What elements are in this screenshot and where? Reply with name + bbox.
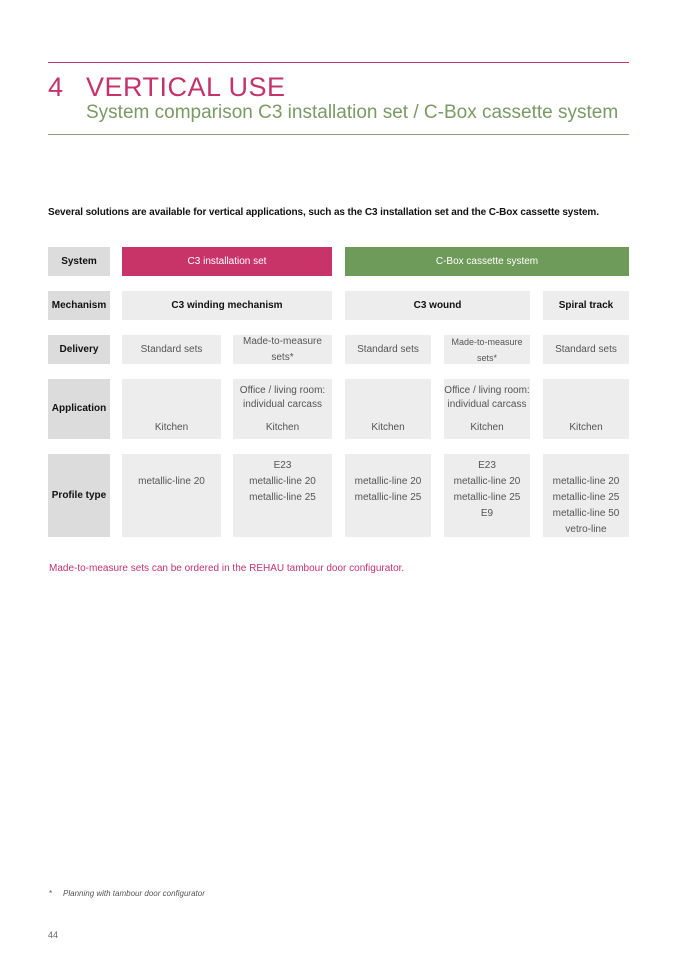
mechanism-spiral-track: Spiral track [543,291,629,320]
row-label-application: Application [48,379,110,439]
row-label-mechanism: Mechanism [48,291,110,320]
header-bottom-rule [48,134,629,135]
mechanism-c3-winding: C3 winding mechanism [122,291,332,320]
application-cell [444,379,530,439]
system-c3-header: C3 installation set [122,247,332,276]
delivery-cell: Made-to-measure sets* [444,335,530,364]
delivery-cell: Made-to-measure sets* [233,335,332,364]
chapter-number: 4 [48,72,64,102]
chapter-title: VERTICAL USE [86,72,286,102]
application-kitchen: Kitchen [569,422,603,433]
row-label-delivery: Delivery [48,335,110,364]
row-label-profile-type: Profile type [48,454,110,537]
application-detail: Office / living room: individual carcass [444,385,530,410]
delivery-cell: Standard sets [543,335,629,364]
footnote-marker: * [49,889,53,898]
profile-cell: E23 metallic-line 20 metallic-line 25 [233,454,332,537]
page-subtitle: System comparison C3 installation set / C-Box cassette system [86,102,619,123]
profile-cell: metallic-line 20 metallic-line 25 [345,454,431,537]
application-kitchen: Kitchen [470,422,504,433]
application-kitchen: Kitchen [154,422,189,433]
application-kitchen: Kitchen [371,422,405,433]
application-detail: Office / living room: individual carcass [239,385,326,410]
application-kitchen: Kitchen [265,422,300,433]
mechanism-c3-wound: C3 wound [345,291,530,320]
application-cell [122,379,221,439]
intro-paragraph: Several solutions are available for vertical applications, such as the C3 installation set and the C-Box cassette system. [48,207,599,218]
application-cell [543,379,629,439]
profile-cell: E23 metallic-line 20 metallic-line 25 E9 [444,454,530,537]
header-top-rule [48,62,629,63]
profile-cell: metallic-line 20 [122,454,221,537]
application-cell [233,379,332,439]
page-number: 44 [48,930,59,940]
application-cell [345,379,431,439]
delivery-cell: Standard sets [122,335,221,364]
profile-cell: metallic-line 20 metallic-line 25 metallic-line 50 vetro-line [543,454,629,537]
row-label-system: System [48,247,110,276]
delivery-cell: Standard sets [345,335,431,364]
system-cbox-header: C-Box cassette system [345,247,629,276]
configurator-note: Made-to-measure sets can be ordered in the REHAU tambour door configurator. [49,563,405,574]
footnote-text: Planning with tambour door configurator [63,889,205,898]
